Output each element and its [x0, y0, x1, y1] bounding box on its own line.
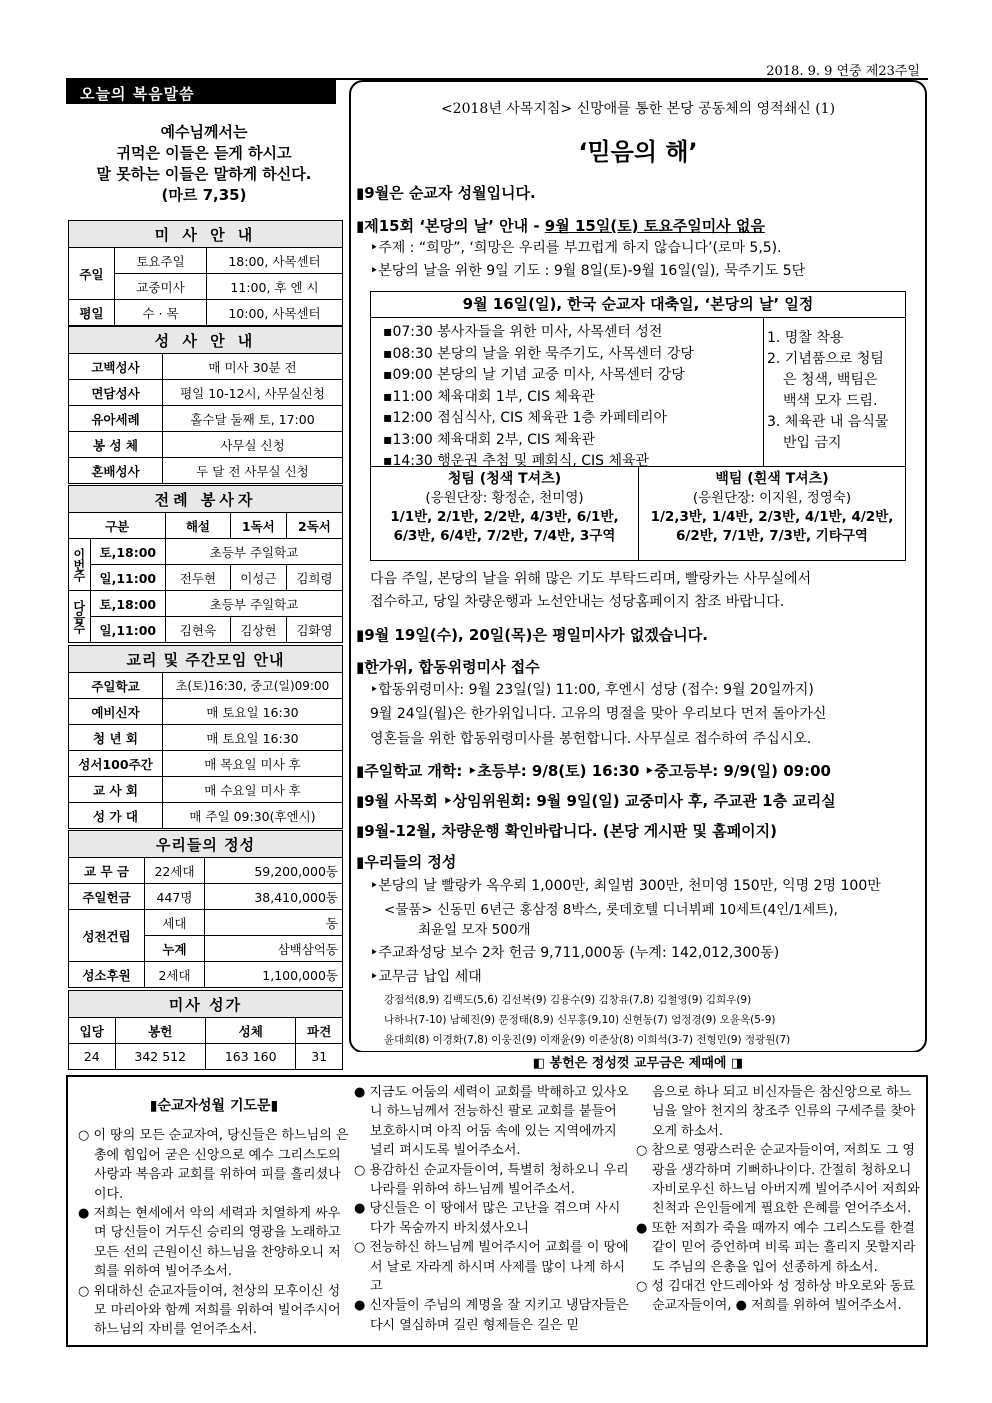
- schedule-note: 은 청색, 백팀은: [783, 372, 878, 388]
- hymns-title: 미사 성가: [69, 991, 343, 1018]
- mass-name: 교중미사: [115, 274, 207, 300]
- sacrament-table: [68, 326, 343, 484]
- schedule-note: 백색 모자 드림.: [783, 393, 878, 409]
- next-week-note: 다음 주일, 본당의 날을 위해 많은 기도 부탁드리며, 빨랑카는 사무실에서: [370, 571, 812, 587]
- schedule-note: 3. 체육관 내 음식물: [767, 414, 889, 430]
- server-name: 이성근: [230, 565, 286, 591]
- sacrament-name: 봉 성 체: [69, 432, 163, 458]
- schedule-note: 1. 명찰 착용: [767, 330, 844, 346]
- martyr-month-heading: ▮9월은 순교자 성월입니다.: [356, 184, 536, 202]
- schedule-note: 2. 기념품으로 청팀: [767, 351, 884, 367]
- schedule-box: [370, 291, 906, 561]
- palanca-donations: ‣본당의 날 빨랑카 옥우뢰 1,000만, 최일범 300만, 천미영 150만, 익명 2명 100만: [370, 878, 881, 894]
- offering-title: 우리들의 정성: [69, 831, 343, 858]
- sacrament-info: 매 미사 30분 전: [163, 354, 343, 380]
- offering-name: 교 무 금: [69, 858, 145, 884]
- prayer-column-1: [78, 1083, 350, 1340]
- meeting-time: 매 수요일 미사 후: [163, 777, 343, 803]
- server-name: 김희령: [286, 565, 342, 591]
- mass-time: 11:00, 후 엔 시: [207, 274, 343, 300]
- blue-team-leaders: (응원단장: 황정순, 천미영): [425, 490, 584, 506]
- white-team-groups: 1/2,3반, 1/4반, 2/3반, 4/1반, 4/2반,: [650, 509, 894, 525]
- prayer-verse: ○ 전능하신 하느님께 빌어주시어 교회를 이 땅에서 날로 자라게 하시며 사제를 많이 나게 하시고: [354, 1240, 629, 1295]
- prayer-verse: ○ 이 땅의 모든 순교자여, 당신들은 하느님의 은총에 힘입어 굳은 신앙으로 예수 그리스도의 사랑과 복음과 교회를 위하여 피를 흘리셨나이다.: [78, 1128, 349, 1202]
- chuseok-heading: ▮한가위, 합동위령미사 접수: [356, 658, 540, 676]
- hymn-col: 봉헌: [115, 1018, 205, 1044]
- offering-amount: 59,200,000동: [205, 858, 343, 884]
- prayer-verse: ● 지금도 어둠의 세력이 교회를 박해하고 있사오니 하느님께서 전능하신 팔로 교회를 붙들어 보호하시며 아직 어둠 속에 있는 지역에까지 널리 펴시도록 빌어주소서.: [354, 1085, 629, 1159]
- prayer-verse: ● 신자들이 주님의 계명을 잘 지키고 냉담자들은 다시 열심하며 길린 형제들은 길은 믿: [354, 1298, 629, 1333]
- gospel-line: 예수님께서는: [160, 123, 248, 141]
- server-slot: 일,11:00: [90, 617, 166, 643]
- servers-col: 해설: [166, 513, 231, 539]
- parish-day-note: 9월 15일(토) 토요주일미사 없음: [544, 217, 765, 235]
- tithe-names: 강점석(8,9) 김백도(5,6) 김선복(9) 김용수(9) 김창유(7,8) 김철영(9) 김희우(9): [384, 994, 752, 1006]
- mass-time: 18:00, 사목센터: [207, 248, 343, 274]
- server-slot: 토,18:00: [90, 539, 166, 565]
- offering-amount: 38,410,000동: [205, 884, 343, 910]
- martyr-prayer-box: [66, 1075, 928, 1347]
- prayer-verse: ● 당신들은 이 땅에서 많은 고난을 겪으며 사시다가 목숨까지 바치셨사오니: [354, 1201, 621, 1236]
- schedule-item: ▪14:30 행운권 추첨 및 폐회식, CIS 체육관: [383, 453, 650, 469]
- tithe-heading: ‣교무금 납입 세대: [370, 969, 482, 985]
- prayer-column-3: [636, 1083, 922, 1316]
- servers-col: 1독서: [230, 513, 286, 539]
- prayer-verse: ● 저희는 현세에서 악의 세력과 치열하게 싸우며 당신들이 거두신 승리의 영광을 노래하고 모든 선의 근원이신 하느님을 찬양하오니 저희를 위하여 빌어주소서.: [78, 1206, 341, 1280]
- server-group: 초등부 주일학교: [166, 539, 343, 565]
- prayer-verse: 음으로 하나 되고 비신자들은 참신앙으로 하느님을 알아 천지의 창조주 인류의 구세주를 찾아오게 하소서.: [652, 1085, 916, 1139]
- server-group: 초등부 주일학교: [166, 591, 343, 617]
- this-week-label: 이번주: [69, 539, 91, 591]
- prayer-verse: ○ 용감하신 순교자들이여, 특별히 청하오니 우리나라를 위하여 하느님께 빌어주소서.: [354, 1162, 629, 1198]
- building-amount: 동: [205, 910, 343, 936]
- gospel-heading: 오늘의 복음말씀: [66, 80, 336, 104]
- meeting-time: 매 토요일 16:30: [163, 699, 343, 725]
- next-week-label: 다음주: [69, 591, 91, 643]
- server-name: 김현욱: [166, 617, 231, 643]
- offering-amount: 1,100,000동: [205, 962, 343, 988]
- schedule-item: ▪09:00 본당의 날 기념 교중 미사, 사목센터 강당: [383, 367, 685, 383]
- meetings-table: [68, 645, 343, 829]
- schedule-item: ▪07:30 봉사자들을 위한 미사, 사목센터 성전: [383, 324, 663, 340]
- meeting-name: 청 년 회: [69, 725, 163, 751]
- cathedral-collection: ‣주교좌성당 보수 2차 헌금 9,711,000동 (누계: 142,012,300동): [370, 945, 780, 961]
- white-team-groups: 6/2반, 7/1반, 7/3반, 기타구역: [676, 528, 868, 544]
- sacrament-title: 성 사 안 내: [69, 327, 343, 354]
- novena-prayer: ‣본당의 날을 위한 9일 기도 : 9월 8일(토)-9월 16일(일), 묵주기도 5단: [370, 263, 806, 279]
- white-team: [639, 467, 905, 561]
- donated-goods: 최윤일 모자 500개: [418, 922, 531, 938]
- servers-col: 2독서: [286, 513, 342, 539]
- schedule-item: ▪12:00 점심식사, CIS 체육관 1층 카페테리아: [383, 410, 668, 426]
- tithe-names: 윤대희(8) 이경화(7,8) 이웅진(9) 이재윤(9) 이준상(8) 이희석(3-7) 전형민(9) 정광원(7): [384, 1034, 791, 1046]
- prayer-verse: ○ 위대하신 순교자들이여, 천상의 모후이신 성모 마리아와 함께 저희를 위하여 빌어주시어 하느님의 자비를 얻어주소서.: [78, 1283, 341, 1338]
- mass-name: 수 · 목: [115, 300, 207, 326]
- offering-slogan: ◧ 봉헌은 정성껏 교무금은 제때에 ◨: [349, 1052, 927, 1071]
- hymn-number: 31: [296, 1044, 343, 1070]
- hymn-number: 163 160: [205, 1044, 295, 1070]
- schedule-title: 9월 16일(일), 한국 순교자 대축일, ‘본당의 날’ 일정: [371, 292, 905, 318]
- donated-goods: <물품> 신동민 6년근 홍삼정 8박스, 롯데호텔 디너뷔페 10세트(4인/1세트),: [384, 902, 838, 918]
- meeting-time: 매 주일 09:30(후엔시): [163, 803, 343, 829]
- no-weekday-mass: ▮9월 19일(수), 20일(목)은 평일미사가 없겠습니다.: [356, 626, 708, 644]
- hymns-table: [68, 990, 343, 1070]
- mass-time: 10:00, 사목센터: [207, 300, 343, 326]
- building-sub: 세대: [145, 910, 205, 936]
- sacrament-info: 사무실 신청: [163, 432, 343, 458]
- schedule-notes: [763, 318, 905, 466]
- meeting-time: 초(토)16:30, 중고(일)09:00: [163, 673, 343, 699]
- gospel-line: 말 못하는 이들은 말하게 하신다.: [96, 165, 312, 183]
- offering-table: [68, 830, 343, 988]
- sacrament-info: 평일 10-12시, 사무실신청: [163, 380, 343, 406]
- schedule-item: ▪08:30 본당의 날을 위한 묵주기도, 사목센터 강당: [383, 345, 694, 362]
- blue-team-groups: 6/3반, 6/4반, 7/2반, 7/4반, 3구역: [393, 528, 616, 544]
- hymn-col: 입당: [69, 1018, 116, 1044]
- sacrament-info: 두 달 전 사무실 신청: [163, 458, 343, 484]
- teams: [371, 466, 905, 560]
- building-sub: 누계: [145, 936, 205, 962]
- meeting-name: 성서100주간: [69, 751, 163, 777]
- requiem-info: 9월 24일(월)은 한가위입니다. 고유의 명절을 맞아 우리보다 먼저 돌아가신: [370, 706, 827, 722]
- hymn-number: 342 512: [115, 1044, 205, 1070]
- blue-team-groups: 1/1반, 2/1반, 2/2반, 4/3반, 6/1반,: [390, 509, 619, 525]
- schedule-item: ▪11:00 체육대회 1부, CIS 체육관: [383, 388, 595, 405]
- blue-team-name: 청팀 (청색 T셔츠): [447, 471, 562, 487]
- vehicle-notice: ▮9월-12월, 차량운행 확인바랍니다. (본당 게시판 및 홈페이지): [356, 822, 778, 840]
- parish-day-heading: [356, 216, 922, 236]
- sunday-label: 주일: [69, 248, 115, 300]
- sunday-school-opening: ▮주일학교 개학: ‣초등부: 9/8(토) 16:30 ‣중고등부: 9/9(일) 09:00: [356, 762, 831, 780]
- building-label: 성전건립: [69, 910, 145, 962]
- main-title: ‘믿음의 해’: [578, 138, 698, 166]
- mass-table: [68, 220, 343, 326]
- meeting-name: 교 사 회: [69, 777, 163, 803]
- hymn-col: 성체: [205, 1018, 295, 1044]
- white-team-leaders: (응원단장: 이지원, 정영숙): [692, 490, 852, 506]
- meeting-time: 매 토요일 16:30: [163, 725, 343, 751]
- offering-name: 성소후원: [69, 962, 145, 988]
- sacrament-name: 혼배성사: [69, 458, 163, 484]
- mass-title: 미 사 안 내: [69, 221, 343, 248]
- offering-count: 447명: [145, 884, 205, 910]
- bulletin-date: 2018. 9. 9 연중 제23주일: [766, 64, 920, 79]
- schedule-list: [383, 322, 763, 473]
- server-name: 김화영: [286, 617, 342, 643]
- prayer-verse: ○ 참으로 영광스러운 순교자들이여, 저희도 그 영광을 생각하며 기뻐하나이다. 간절히 청하오니 자비로우신 하느님 아버지께 빌어주시어 저희와 친척과 은인들에게 필요한 은혜를 얻어주소서.: [636, 1143, 920, 1217]
- servers-table: [68, 485, 343, 643]
- pastoral-council: ▮9월 사목회 ‣상임위원회: 9월 9일(일) 교중미사 후, 주교관 1층 교리실: [356, 792, 836, 810]
- prayer-title: ▮순교자성월 기도문▮: [149, 1098, 279, 1114]
- parish-day-theme: ‣주제 : “희망”, ‘희망은 우리를 부끄럽게 하지 않습니다’(로마 5,5).: [370, 240, 782, 256]
- meetings-title: 교리 및 주간모임 안내: [69, 646, 343, 673]
- offering-name: 주일헌금: [69, 884, 145, 910]
- meeting-time: 매 목요일 미사 후: [163, 751, 343, 777]
- tithe-names: 나하나(7-10) 남혜진(9) 문정태(8,9) 신무홍(9,10) 신현동(7) 엄정경(9) 오윤옥(5-9): [384, 1014, 776, 1026]
- building-amount: 삼백삼억동: [205, 936, 343, 962]
- hymn-number: 24: [69, 1044, 116, 1070]
- offering-heading: ▮우리들의 정성: [356, 853, 457, 871]
- sacrament-name: 면담성사: [69, 380, 163, 406]
- sacrament-info: 홀수달 둘째 토, 17:00: [163, 406, 343, 432]
- schedule-item: ▪13:00 체육대회 2부, CIS 체육관: [383, 431, 595, 448]
- next-week-note: 접수하고, 당일 차량운행과 노선안내는 성당홈페이지 참조 바랍니다.: [370, 594, 785, 610]
- blue-team: [371, 467, 639, 561]
- weekday-label: 평일: [69, 300, 115, 326]
- gospel-reference: (마르 7,35): [161, 186, 247, 204]
- mass-name: 토요주일: [115, 248, 207, 274]
- schedule-note: 반입 금지: [783, 435, 842, 451]
- prayer-verse: ● 또한 저희가 죽을 때까지 예수 그리스도를 한결같이 믿어 증언하며 비록 피는 흘리지 못할지라도 주님의 은총을 입어 선종하게 하소서.: [636, 1220, 916, 1275]
- server-name: 김상현: [230, 617, 286, 643]
- offering-count: 2세대: [145, 962, 205, 988]
- sacrament-name: 유아세례: [69, 406, 163, 432]
- meeting-name: 성 가 대: [69, 803, 163, 829]
- servers-col: 구분: [69, 513, 166, 539]
- white-team-name: 백팀 (흰색 T셔츠): [715, 471, 829, 487]
- sacrament-name: 고백성사: [69, 354, 163, 380]
- hymn-col: 파견: [296, 1018, 343, 1044]
- server-slot: 토,18:00: [90, 591, 166, 617]
- prayer-verse: ○ 성 김대건 안드레아와 성 정하상 바오로와 동료 순교자들이여, ● 저희를 위하여 빌어주소서.: [636, 1279, 915, 1314]
- gospel-line: 귀먹은 이들은 듣게 하시고: [116, 144, 292, 162]
- servers-title: 전례 봉사자: [69, 486, 343, 513]
- server-name: 전두현: [166, 565, 231, 591]
- gospel-text: [66, 122, 342, 206]
- requiem-info: 영혼들을 위한 합동위령미사를 봉헌합니다. 사무실로 접수하여 주십시오.: [370, 731, 812, 747]
- meeting-name: 예비신자: [69, 699, 163, 725]
- meeting-name: 주일학교: [69, 673, 163, 699]
- requiem-info: ‣합동위령미사: 9월 23일(일) 11:00, 후엔시 성당 (접수: 9월 20일까지): [370, 682, 814, 698]
- offering-count: 22세대: [145, 858, 205, 884]
- prayer-column-2: [354, 1083, 632, 1335]
- pastoral-subtitle: <2018년 사목지침> 신망애를 통한 본당 공동체의 영적쇄신 (1): [440, 101, 836, 117]
- server-slot: 일,11:00: [90, 565, 166, 591]
- parish-day-label: ▮제15회 ‘본당의 날’ 안내 -: [356, 217, 545, 235]
